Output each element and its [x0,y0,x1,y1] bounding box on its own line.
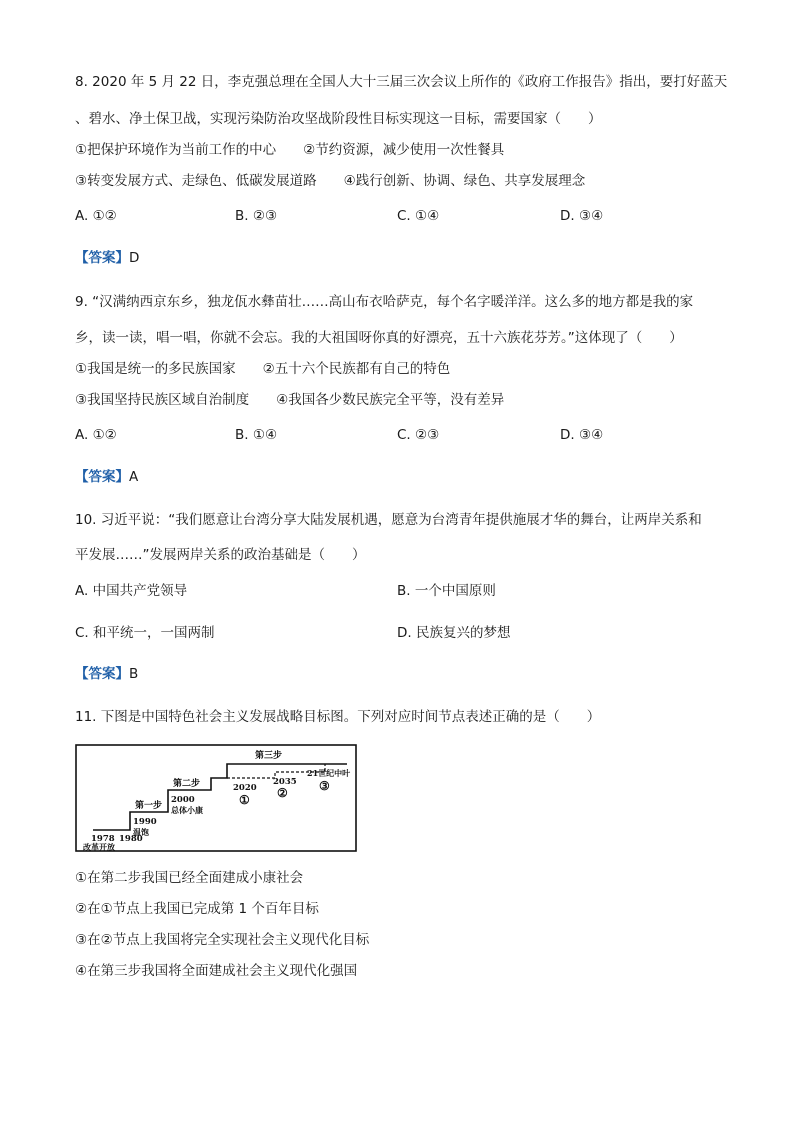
q9-option-a: A. ①② [75,427,117,443]
step2-label: 第二步 [173,779,201,789]
q11-stem: 11. 下图是中国特色社会主义发展战略目标图。下列对应时间节点表述正确的是（ ） [75,709,601,725]
answer-value: D [129,250,140,266]
q11-item-2: ②在①节点上我国已完成第 1 个百年目标 [75,901,319,917]
answer-tag: 【答案】 [75,666,129,682]
answer-tag: 【答案】 [75,250,129,266]
answer-value: A [129,469,139,485]
answer-tag: 【答案】 [75,469,129,485]
q9-answer [75,468,138,486]
year-2035: 2035 [273,777,297,787]
q8-option-d: D. ③④ [560,208,604,224]
answer-value: B [129,666,139,682]
q8-option-a: A. ①② [75,208,117,224]
q10-option-a: A. 中国共产党领导 [75,583,188,599]
q8-stem-line1: 8. 2020 年 5 月 22 日，李克强总理在全国人大十三届三次会议上所作的《政府工作报告》指出，要打好蓝天 [75,74,728,90]
label-wenbao: 温饱 [133,827,149,837]
q9-stem-line2: 乡，读一读，唱一唱，你就不会忘。我的大祖国呀你真的好漂亮，五十六族花芬芳。”这体现了（ ） [75,330,683,346]
q10-stem-line2: 平发展……”发展两岸关系的政治基础是（ ） [75,547,366,563]
q10-answer [75,665,138,683]
year-1980: 1980 [119,834,143,844]
label-xiaokang: 总体小康 [171,805,203,815]
figure-frame [76,745,356,851]
q9-stem-line1: 9. “汉满纳西京东乡，独龙佤水彝苗壮……高山布衣哈萨克，每个名字暖洋洋。这么多的地方都是我的家 [75,294,694,310]
year-1978: 1978 [91,834,115,844]
year-1990: 1990 [133,817,157,827]
year-21c: 21世纪中叶 [307,768,351,778]
q10-option-c: C. 和平统一，一国两制 [75,625,215,641]
year-2000: 2000 [171,795,195,805]
strategy-goal-figure [75,744,357,852]
q9-items-row2: ③我国坚持民族区域自治制度 ④我国各少数民族完全平等，没有差异 [75,392,505,408]
q9-option-c: C. ②③ [397,427,440,443]
q8-items-row2: ③转变发展方式、走绿色、低碳发展道路 ④践行创新、协调、绿色、共享发展理念 [75,173,586,189]
q8-option-b: B. ②③ [235,208,278,224]
q8-items-row1: ①把保护环境作为当前工作的中心 ②节约资源，减少使用一次性餐具 [75,142,505,158]
q10-stem-line1: 10. 习近平说：“我们愿意让台湾分享大陆发展机遇，愿意为台湾青年提供施展才华的舞台，让两岸关系和 [75,512,702,528]
q11-item-1: ①在第二步我国已经全面建成小康社会 [75,870,304,886]
q11-item-4: ④在第三步我国将全面建成社会主义现代化强国 [75,963,358,979]
q8-option-c: C. ①④ [397,208,440,224]
step3-label: 第三步 [255,751,283,761]
node-2-marker: ② [277,786,288,800]
q8-answer [75,249,139,267]
q11-item-3: ③在②节点上我国将完全实现社会主义现代化目标 [75,932,370,948]
q10-option-b: B. 一个中国原则 [397,583,496,599]
strategy-staircase-diagram [75,744,357,852]
q10-option-d: D. 民族复兴的梦想 [397,625,511,641]
q8-stem-line2: 、碧水、净土保卫战，实现污染防治攻坚战阶段性目标实现这一目标，需要国家（ ） [75,111,602,127]
node-3-marker: ③ [319,779,330,793]
year-2020: 2020 [233,783,257,793]
q9-option-d: D. ③④ [560,427,604,443]
label-reform: 改革开放 [83,842,115,852]
step1-label: 第一步 [135,801,163,811]
q9-items-row1: ①我国是统一的多民族国家 ②五十六个民族都有自己的特色 [75,361,451,377]
q9-option-b: B. ①④ [235,427,278,443]
node-1-marker: ① [239,793,250,807]
